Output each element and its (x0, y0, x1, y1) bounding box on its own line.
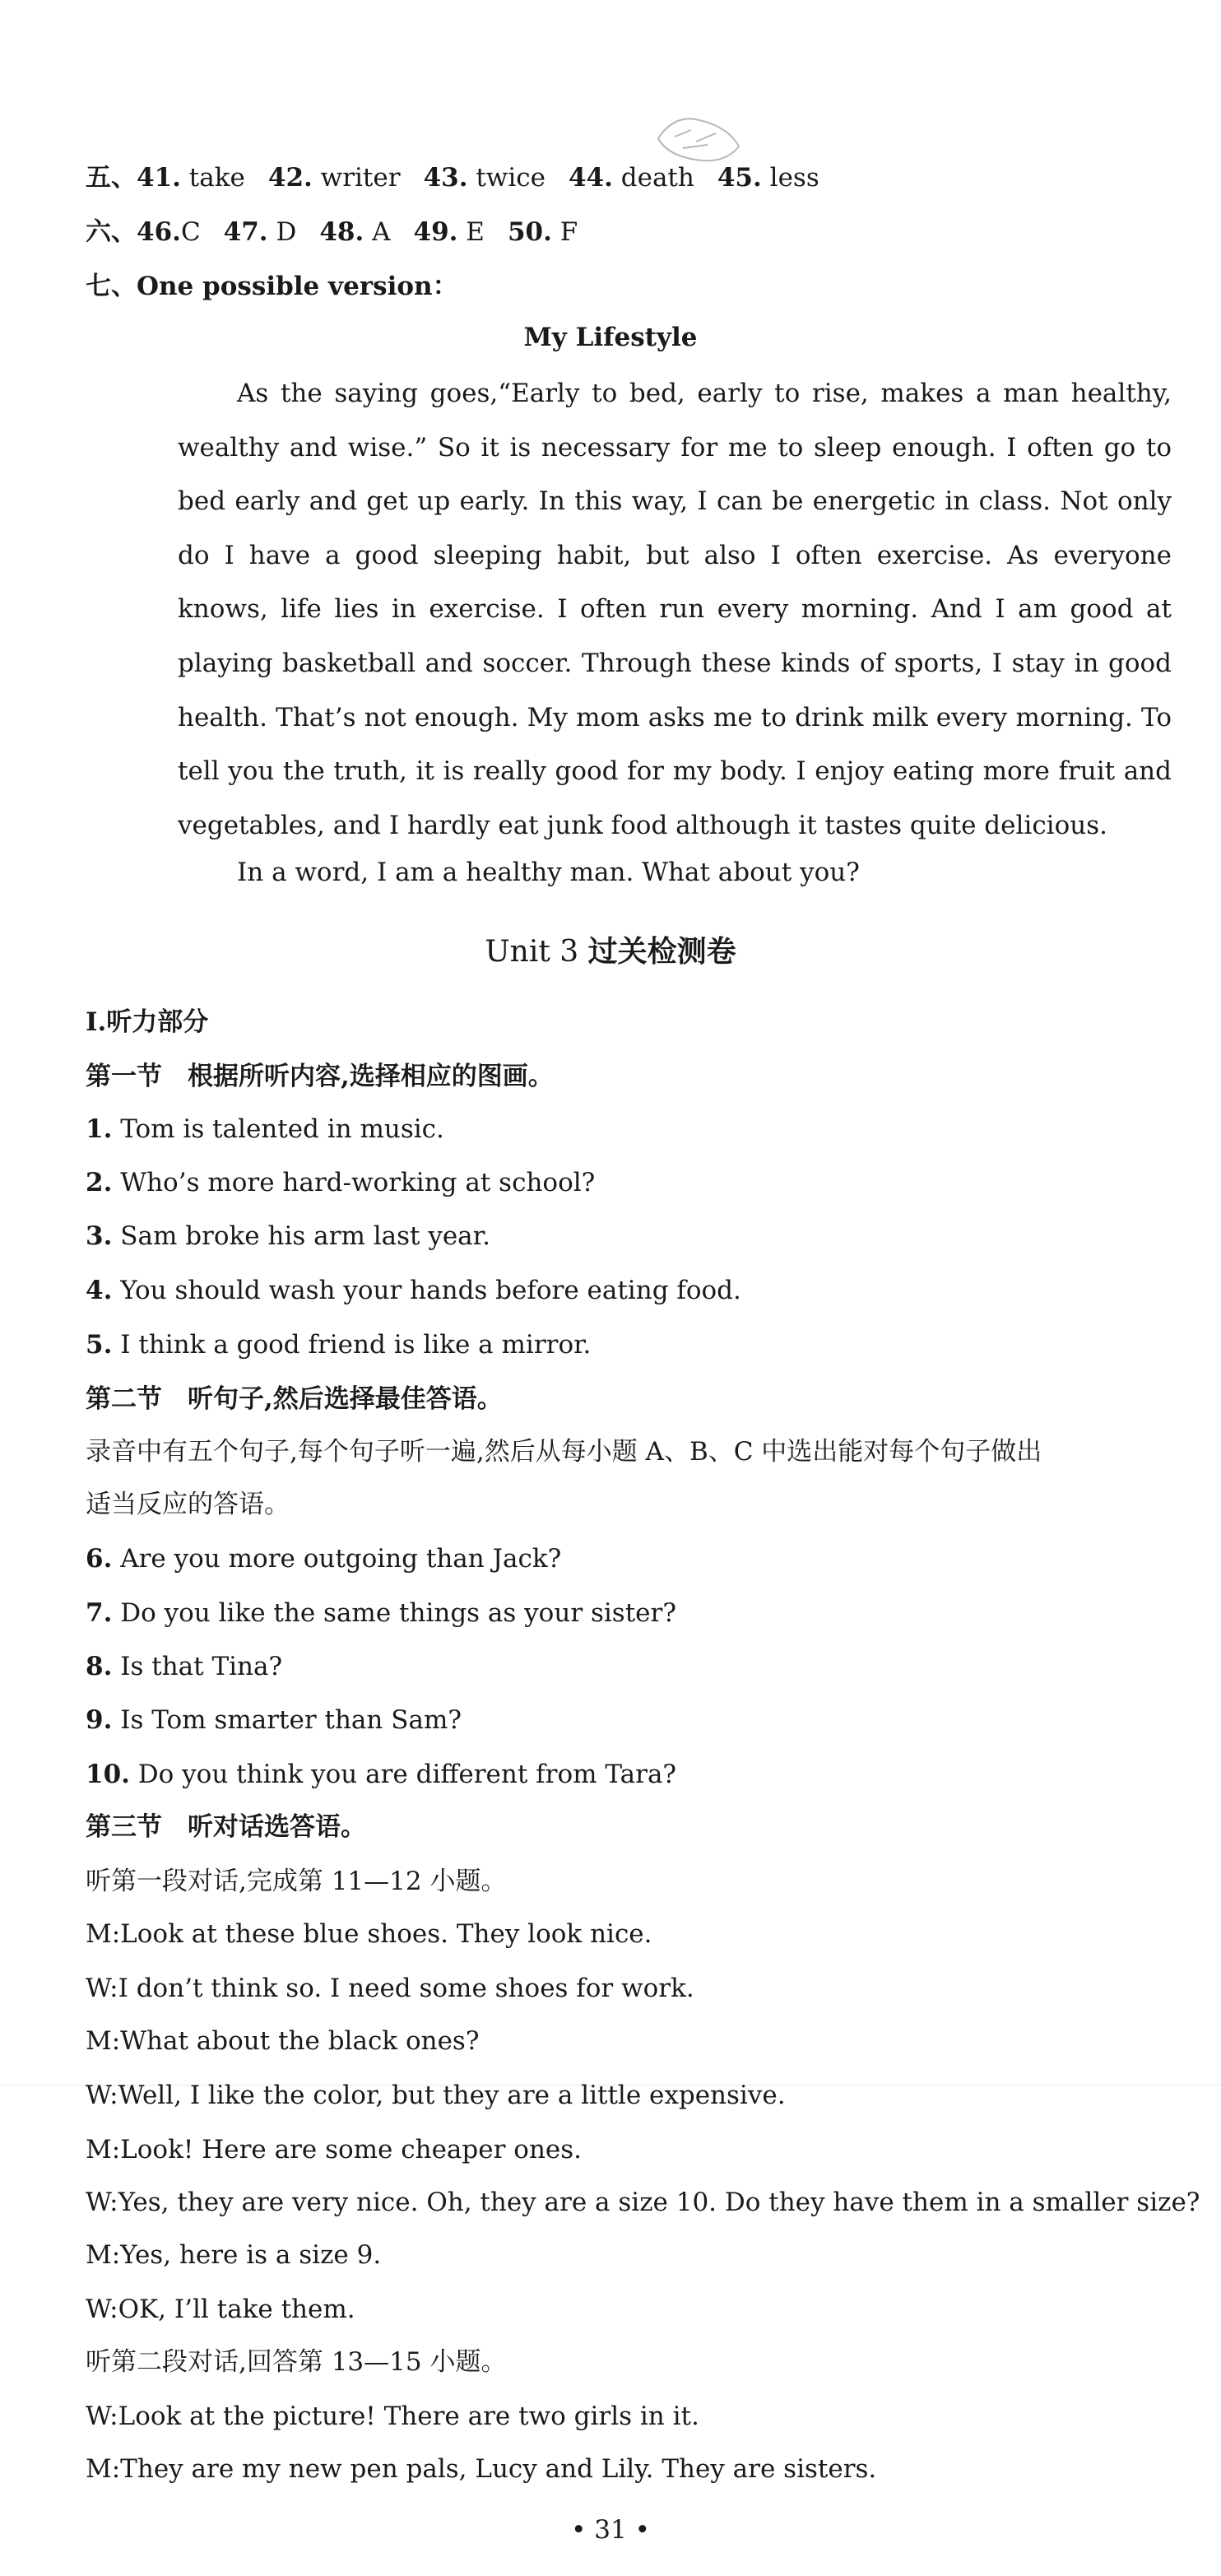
section3-heading: 第三节 听对话选答语。 (86, 1812, 366, 1842)
dialog1-intro: 听第一段对话,完成第 11—12 小题。 (86, 1867, 507, 1896)
question-1: 1. Tom is talented in music. (86, 1114, 444, 1144)
essay-closing: In a word, I am a healthy man. What about you? (237, 858, 860, 887)
answer-item: 48. A (319, 217, 391, 247)
section-label: 六、 (86, 217, 137, 247)
question-6: 6. Are you more outgoing than Jack? (86, 1544, 562, 1574)
essay-body: As the saying goes,“Early to bed, early to rise, makes a man healthy, wealthy and wise.” So it is necessary for me to sleep enough. I often go to bed early and get up early. In this way, I can be energetic in class. Not only do I have a good sleeping habit, but also I often exercise. As everyone knows, life lies in exercise. I often run every morning. And I am good at playing basketball and soccer. Through these kinds of sports, I stay in good health. That’s not enough. My mom asks me to drink milk every morning. To tell you the truth, it is really good for my body. I enjoy eating more fruit and vegetables, and I hardly eat junk food although it tastes quite delicious. (178, 379, 1172, 840)
answer-row-5 (86, 161, 1172, 194)
essay-title: My Lifestyle (523, 323, 698, 352)
answer-row-7: 七、One possible version： (86, 272, 458, 301)
answer-item: 42. writer (267, 163, 401, 193)
question-5: 5. I think a good friend is like a mirror. (86, 1330, 592, 1360)
answer-item: 47. D (223, 217, 297, 247)
answer-row-6 (86, 216, 1172, 249)
page-number: • 31 • (571, 2515, 650, 2545)
question-3: 3. Sam broke his arm last year. (86, 1221, 490, 1251)
answer-item: 43. twice (423, 163, 546, 193)
answer-item: 49. E (413, 217, 485, 247)
question-8: 8. Is that Tina? (86, 1652, 283, 1681)
question-2: 2. Who’s more hard-working at school? (86, 1168, 596, 1197)
dialog-line: M:They are my new pen pals, Lucy and Lily. They are sisters. (86, 2454, 877, 2484)
dialog-line: W:Yes, they are very nice. Oh, they are a size 10. Do they have them in a smaller size? (86, 2188, 1200, 2217)
question-9: 9. Is Tom smarter than Sam? (86, 1705, 462, 1735)
answer-item: 50. F (507, 217, 578, 247)
section2-instruction: 适当反应的答语。 (86, 1490, 290, 1519)
dialog-line: W:OK, I’ll take them. (86, 2295, 355, 2324)
answer-item: 46.C (137, 217, 201, 247)
section2-instruction: 录音中有五个句子,每个句子听一遍,然后从每小题 A、B、C 中选出能对每个句子做出 (86, 1437, 1042, 1467)
question-4: 4. You should wash your hands before eating food. (86, 1276, 741, 1305)
answer-item: 41. take (137, 163, 245, 193)
section2-heading: 第二节 听句子,然后选择最佳答语。 (86, 1384, 503, 1414)
dialog-line: M:Look at these blue shoes. They look nice. (86, 1919, 652, 1949)
dialog2-intro: 听第二段对话,回答第 13—15 小题。 (86, 2347, 507, 2377)
dialog-line: W:Well, I like the color, but they are a little expensive. (86, 2081, 786, 2110)
answer-item: 44. death (568, 163, 694, 193)
unit-title: Unit 3 过关检测卷 (485, 934, 736, 969)
dialog-line: W:Look at the picture! There are two girls in it. (86, 2402, 699, 2431)
dialog-line: W:I don’t think so. I need some shoes for work. (86, 1974, 694, 2003)
dialog-line: M:What about the black ones? (86, 2026, 480, 2056)
dialog-line: M:Look! Here are some cheaper ones. (86, 2135, 583, 2164)
answer-item: 45. less (717, 163, 819, 193)
part-heading: Ⅰ.听力部分 (86, 1007, 209, 1037)
question-10: 10. Do you think you are different from Tara? (86, 1760, 677, 1789)
question-7: 7. Do you like the same things as your sister? (86, 1598, 676, 1628)
section-label: 五、 (86, 163, 137, 193)
dialog-line: M:Yes, here is a size 9. (86, 2240, 382, 2270)
section1-heading: 第一节 根据所听内容,选择相应的图画。 (86, 1062, 554, 1091)
